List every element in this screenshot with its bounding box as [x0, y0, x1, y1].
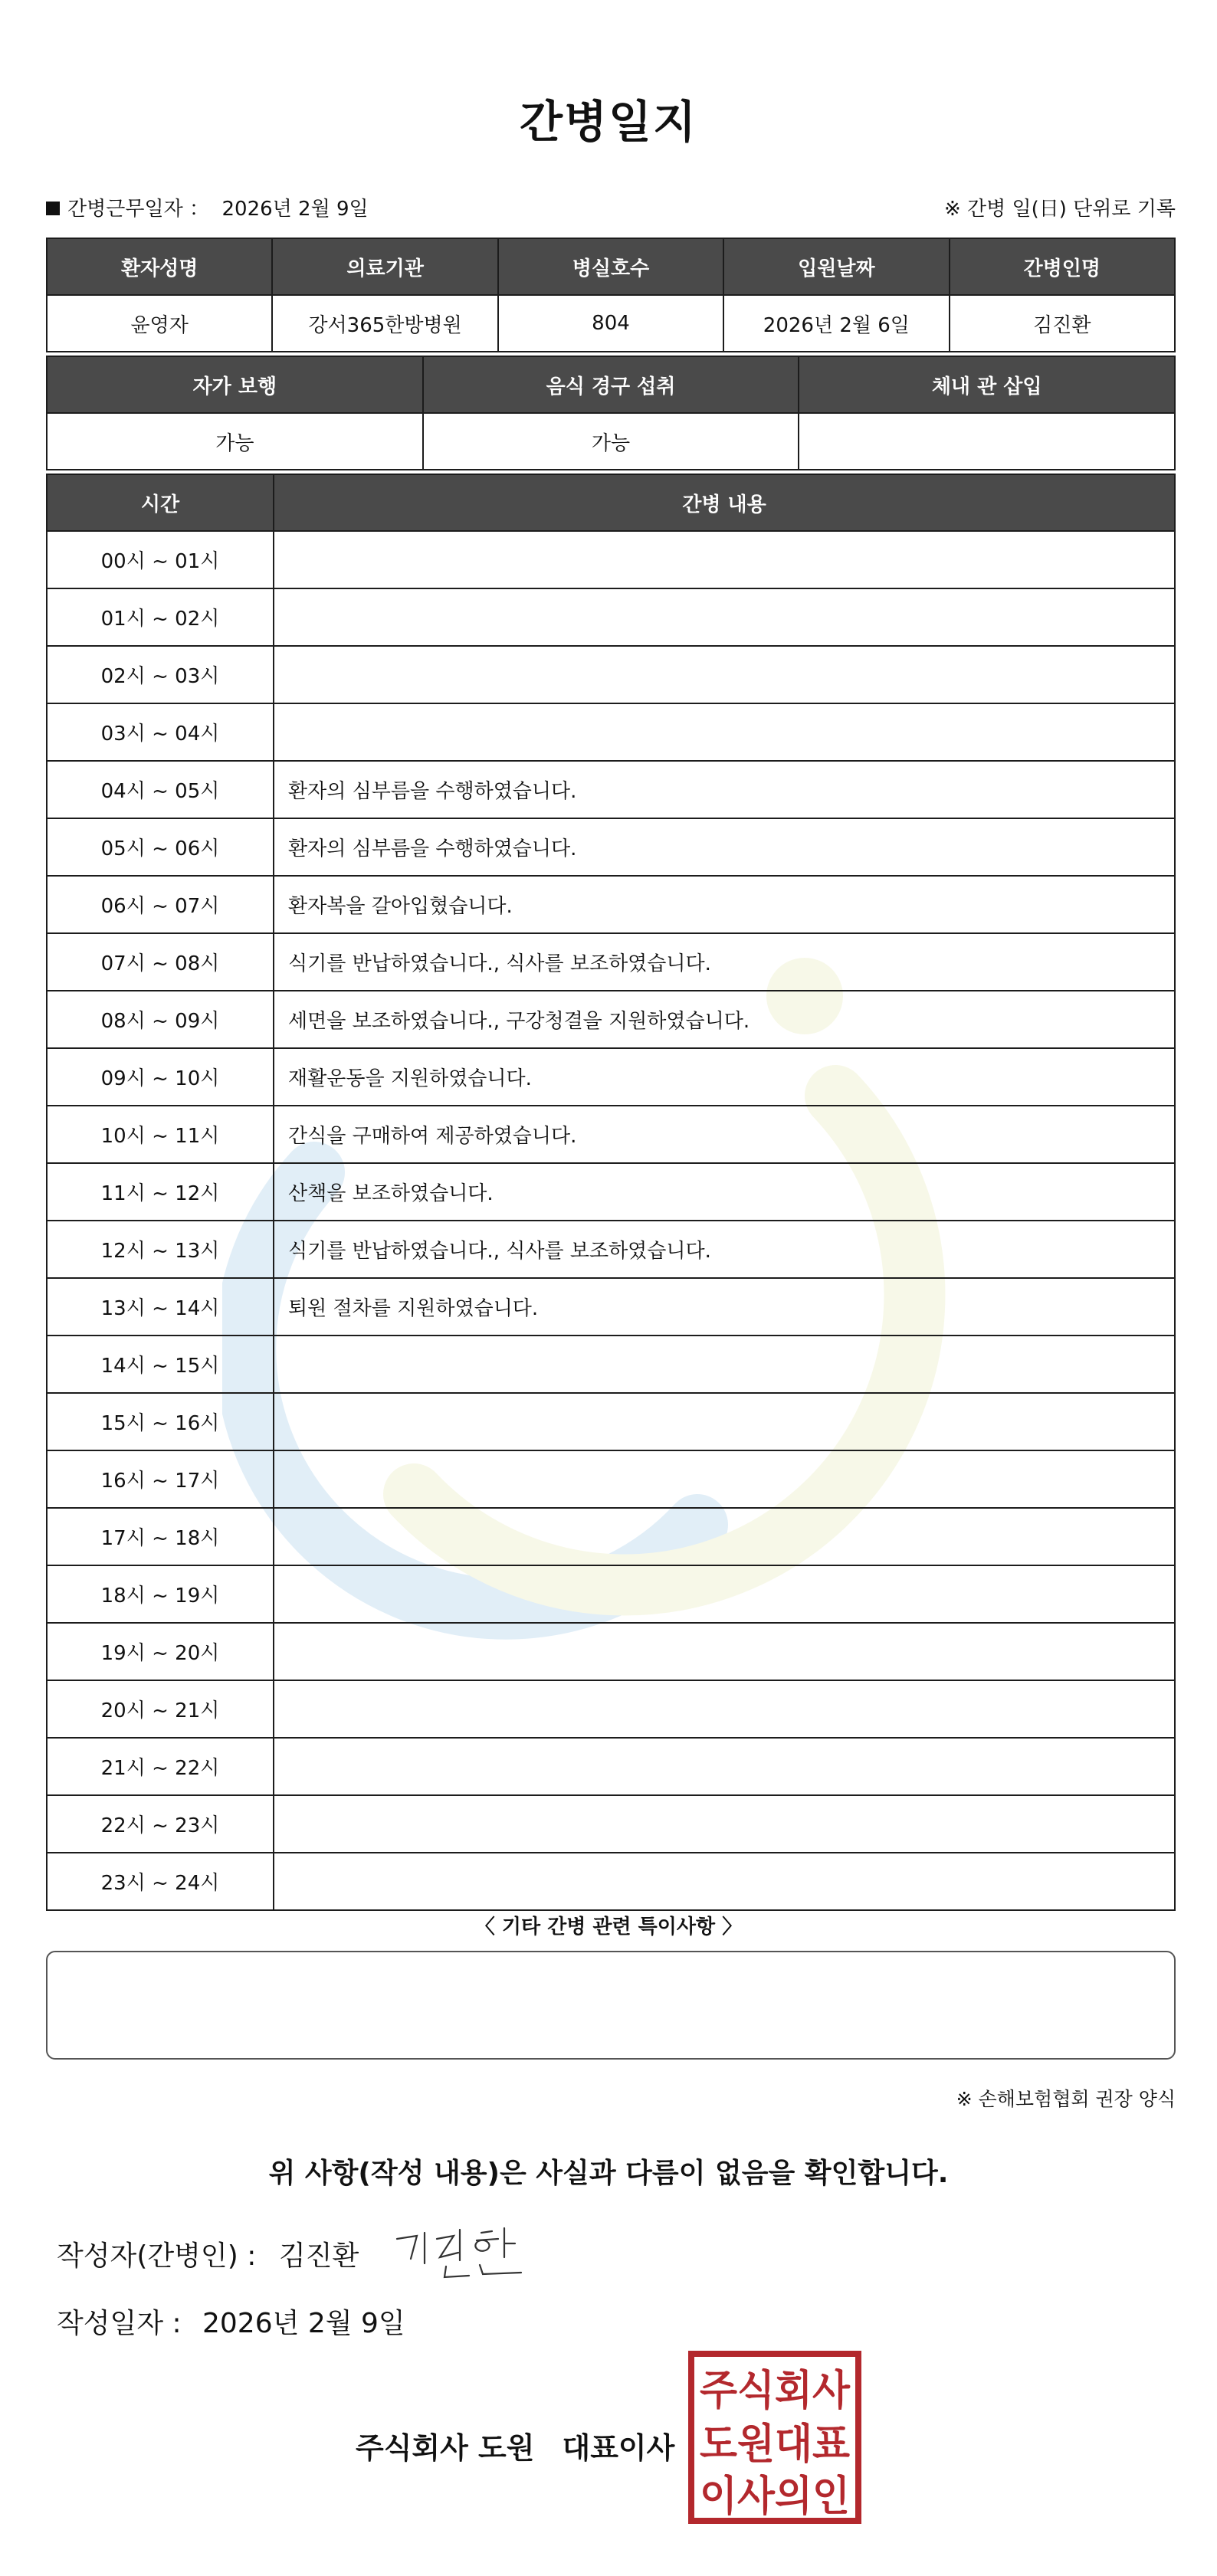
- care-log-row: [47, 1795, 1175, 1853]
- log-note: 재활운동을 지원하였습니다.: [274, 1048, 1175, 1106]
- tube-insertion-value: [799, 413, 1175, 470]
- header-hospital: 의료기관: [272, 238, 497, 295]
- written-date-label: 작성일자 :: [57, 2308, 182, 2339]
- care-log-rows: [47, 531, 1175, 1910]
- log-note: [274, 1853, 1175, 1910]
- care-log-row: [47, 1393, 1175, 1450]
- log-time: 11시 ~ 12시: [47, 1163, 274, 1221]
- log-time: 17시 ~ 18시: [47, 1508, 274, 1565]
- admission-date: 2026년 2월 6일: [723, 295, 949, 352]
- log-time: 05시 ~ 06시: [47, 818, 274, 876]
- care-log-row: [47, 1680, 1175, 1738]
- document-title: 간병일지: [519, 96, 698, 148]
- care-log-row: [47, 1565, 1175, 1623]
- care-log-row: [47, 1278, 1175, 1336]
- self-walking-value: 가능: [47, 413, 423, 470]
- patient-name: 윤영자: [47, 295, 272, 352]
- log-note: [274, 531, 1175, 588]
- log-time: 22시 ~ 23시: [47, 1795, 274, 1853]
- header-patient-name: 환자성명: [47, 238, 272, 295]
- care-log-row: [47, 1738, 1175, 1795]
- care-log-row: [47, 818, 1175, 876]
- care-log-row: [47, 991, 1175, 1048]
- log-time: 16시 ~ 17시: [47, 1450, 274, 1508]
- log-note: 환자복을 갈아입혔습니다.: [274, 876, 1175, 933]
- log-time: 21시 ~ 22시: [47, 1738, 274, 1795]
- care-log-row: [47, 1450, 1175, 1508]
- log-note: [274, 703, 1175, 761]
- svg-text:주식회사: 주식회사: [700, 2366, 851, 2414]
- header-caregiver-name: 간병인명: [950, 238, 1175, 295]
- work-date-label: 간병근무일자 ：: [67, 198, 209, 221]
- work-date: [46, 193, 369, 221]
- log-note: [274, 1508, 1175, 1565]
- writer-line: [57, 2234, 359, 2273]
- log-time: 09시 ~ 10시: [47, 1048, 274, 1106]
- care-log-row: [47, 588, 1175, 646]
- care-log-table: [46, 474, 1176, 1911]
- care-log-row: [47, 1853, 1175, 1910]
- care-log-row: [47, 761, 1175, 818]
- care-log-row: [47, 1336, 1175, 1393]
- log-note: [274, 1623, 1175, 1680]
- hospital-name: 강서365한방병원: [272, 295, 497, 352]
- log-note: 퇴원 절차를 지원하였습니다.: [274, 1278, 1175, 1336]
- care-log-row: [47, 1163, 1175, 1221]
- care-log-row: [47, 646, 1175, 703]
- log-note: [274, 1738, 1175, 1795]
- svg-text:도원대표: 도원대표: [700, 2420, 850, 2468]
- handwritten-signature: [391, 2222, 529, 2283]
- care-log-row: [47, 1221, 1175, 1278]
- log-time: 18시 ~ 19시: [47, 1565, 274, 1623]
- header-oral-intake: 음식 경구 섭취: [423, 356, 799, 413]
- writer-label: 작성자(간병인) :: [57, 2240, 257, 2272]
- confirmation-statement: 위 사항(작성 내용)은 사실과 다름이 없음을 확인합니다.: [268, 2158, 949, 2189]
- written-date-value: 2026년 2월 9일: [202, 2308, 405, 2339]
- written-date-line: [57, 2302, 405, 2341]
- care-log-row: [47, 1106, 1175, 1163]
- meta-row: [46, 193, 1176, 224]
- care-log-row: [47, 1623, 1175, 1680]
- company-representative: 대표이사: [562, 2431, 675, 2465]
- log-note: 식기를 반납하였습니다., 식사를 보조하였습니다.: [274, 1221, 1175, 1278]
- log-note: [274, 1680, 1175, 1738]
- log-note: 식기를 반납하였습니다., 식사를 보조하였습니다.: [274, 933, 1175, 991]
- room-number: 804: [498, 295, 723, 352]
- log-note: [274, 646, 1175, 703]
- log-time: 06시 ~ 07시: [47, 876, 274, 933]
- log-note: [274, 1450, 1175, 1508]
- patient-status-table: [46, 356, 1176, 470]
- work-date-value: 2026년 2월 9일: [221, 198, 369, 221]
- log-note: [274, 1336, 1175, 1393]
- company-seal-stamp: [688, 2351, 861, 2524]
- header-room: 병실호수: [498, 238, 723, 295]
- log-time: 03시 ~ 04시: [47, 703, 274, 761]
- log-note: 산책을 보조하였습니다.: [274, 1163, 1175, 1221]
- log-note: [274, 1565, 1175, 1623]
- caregiver-name: 김진환: [950, 295, 1175, 352]
- header-admission-date: 입원날짜: [723, 238, 949, 295]
- square-bullet-icon: [46, 202, 60, 215]
- care-log-row: [47, 1508, 1175, 1565]
- svg-text:이사의인: 이사의인: [700, 2472, 850, 2520]
- care-log-row: [47, 876, 1175, 933]
- log-time: 23시 ~ 24시: [47, 1853, 274, 1910]
- company-signoff: [356, 2424, 674, 2466]
- log-time: 10시 ~ 11시: [47, 1106, 274, 1163]
- log-time: 07시 ~ 08시: [47, 933, 274, 991]
- log-time: 08시 ~ 09시: [47, 991, 274, 1048]
- log-time: 02시 ~ 03시: [47, 646, 274, 703]
- oral-intake-value: 가능: [423, 413, 799, 470]
- log-time: 20시 ~ 21시: [47, 1680, 274, 1738]
- log-time: 19시 ~ 20시: [47, 1623, 274, 1680]
- log-time: 15시 ~ 16시: [47, 1393, 274, 1450]
- special-notes-box: [46, 1951, 1176, 2060]
- header-self-walking: 자가 보행: [47, 356, 423, 413]
- log-time: 00시 ~ 01시: [47, 531, 274, 588]
- log-note: 환자의 심부름을 수행하였습니다.: [274, 761, 1175, 818]
- log-time: 01시 ~ 02시: [47, 588, 274, 646]
- record-unit-note: ※ 간병 일(日) 단위로 기록: [943, 198, 1176, 221]
- log-time: 12시 ~ 13시: [47, 1221, 274, 1278]
- care-log-row: [47, 1048, 1175, 1106]
- log-time: 04시 ~ 05시: [47, 761, 274, 818]
- log-note: 세면을 보조하였습니다., 구강청결을 지원하였습니다.: [274, 991, 1175, 1048]
- writer-name: 김진환: [279, 2240, 359, 2272]
- care-log-row: [47, 703, 1175, 761]
- log-note: [274, 588, 1175, 646]
- header-time: 시간: [47, 474, 274, 531]
- care-log-row: [47, 531, 1175, 588]
- company-name: 주식회사 도원: [356, 2431, 535, 2465]
- log-note: [274, 1795, 1175, 1853]
- header-tube-insertion: 체내 관 삽입: [799, 356, 1175, 413]
- patient-info-table: [46, 238, 1176, 352]
- log-time: 14시 ~ 15시: [47, 1336, 274, 1393]
- log-note: 간식을 구매하여 제공하였습니다.: [274, 1106, 1175, 1163]
- care-log-row: [47, 933, 1175, 991]
- header-care-content: 간병 내용: [274, 474, 1175, 531]
- log-time: 13시 ~ 14시: [47, 1278, 274, 1336]
- recommended-form-note: ※ 손해보험협회 권장 양식: [956, 2088, 1176, 2110]
- log-note: 환자의 심부름을 수행하였습니다.: [274, 818, 1175, 876]
- log-note: [274, 1393, 1175, 1450]
- special-notes-caption: 〈 기타 간병 관련 특이사항 〉: [474, 1916, 743, 1939]
